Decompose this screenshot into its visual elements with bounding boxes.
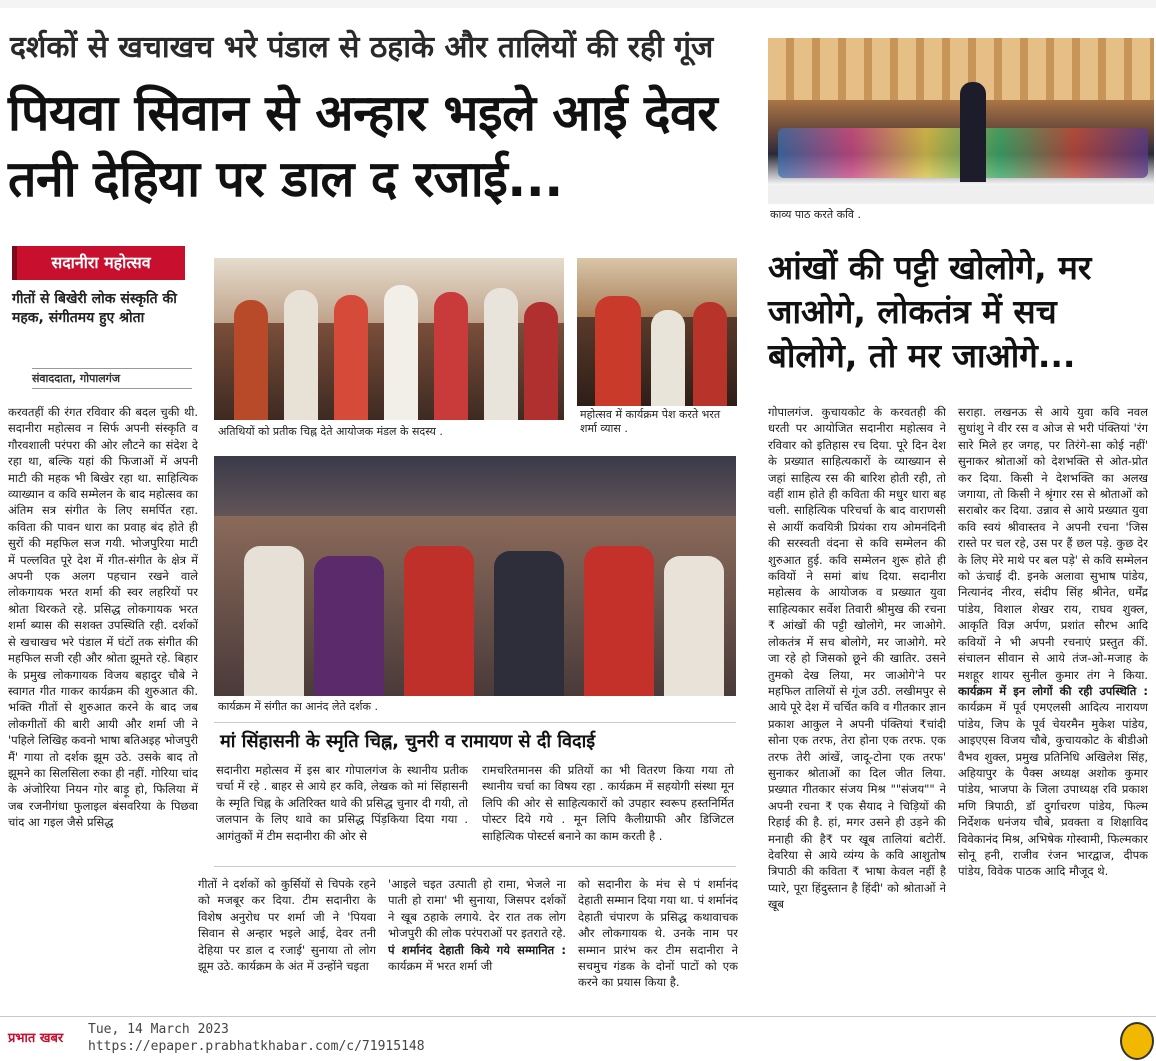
photo-singer-performing bbox=[577, 258, 737, 406]
top-photo-poets bbox=[768, 38, 1154, 204]
byline: संवाददाता, गोपालगंज bbox=[32, 368, 192, 389]
article-column-5: गोपालगंज. कुचायकोट के करवतही की धरती पर आयोजित सदानीरा महोत्सव ने रविवार को इतिहास रच दिया. पूरे दिन देश के प्रख्यात साहित्यकारों के व्याख्यान से जहां साहित्य रस की बारिश होती रही, तो वहीं शाम होते ही कविता की मधुर धारा बह चली. साहित्यिक परिचर्चा के बाद वाराणसी से आयीं कवयित्री प्रियंका राय ओमनंदिनी की सरस्वती वंदना से कवि सम्मेलन की शुरुआत हुई. कवि सम्मेलन शुरू होते ही कवियों ने समां बांध दिया. सदानीरा महोत्सव के आयोजक व प्रख्यात युवा साहित्यकार सर्वेश तिवारी श्रीमुख की रचना ₹ आंखों की पट्टी खोलोगे, मर जाओगे. लोकतंत्र में सच बोलोगे, मर जाओगे. मरे जा रहे हो जिसको छूने की खातिर. उसने तुमको देख लिया, मर जाओगे'ने पर महफिल तालियों से गूंज उठी. लखीमपुर से आये पूरे देश में चर्चित कवि व गीतकार ज्ञान प्रकाश आकुल ने अपनी पंक्तियां ₹चांदी सोना एक तरफ, तेरा होना एक तरफ. एक तरफ तेरी आंखें, जादू-टोना एक तरफ' सुनाकर श्रोताओं का दिल जीत लिया. प्रख्यात गीतकार संजय मिश्र ""संजय"" ने अपनी रचना ₹ एक सैयाद ने चिड़ियों की रिहाई की है. हां, मगर उसने ही उड़ने की मनाही की है₹ पर खूब तालियां बटोरीं. देवरिया से आये व्यंग्य के कवि आशुतोष त्रिपाठी की कविता ₹ भाषा केवल नहीं है प्यारे, पूरा हिंदुस्तान है हिंदी' को श्रोताओं ने खूब bbox=[768, 405, 946, 912]
publisher-logo: प्रभात खबर bbox=[8, 1031, 64, 1046]
footer-rule bbox=[0, 1016, 1156, 1017]
footer-date: Tue, 14 March 2023 bbox=[88, 1022, 229, 1037]
footer-url[interactable]: https://epaper.prabhatkhabar.com/c/71915148 bbox=[88, 1039, 425, 1054]
photo3-caption: कार्यक्रम में संगीत का आनंद लेते दर्शक . bbox=[218, 700, 378, 713]
article-column-6-text: सराहा. लखनऊ से आये युवा कवि नवल सुधांशु ने वीर रस व ओज से भरी पंक्तियां 'रंग सारे मिले हर जगह, पर तिरंगे-सा कोई नहीं' सुनाकर श्रोताओं को देशभक्ति से ओत-प्रोत कर दिया. किसी ने देशभक्ति का अलख जगाया, तो किसी ने श्रृंगार रस से श्रोताओं को सराबोर कर दिया. उन्नाव से आये प्रख्यात युवा कवि स्वयं श्रीवास्तव ने अपनी रचना 'जिस रास्ते पर चल रहे, उस पर हैं छल पड़े. कुछ देर के लिए मेरे माथे पर बल पड़े' से कवि सम्मेलन को ऊंचाई दी. इनके अलावा सुभाष पांडेय, नित्यानंद नीरव, संदीप सिंह श्रीनेत, धर्मेंद्र पांडेय, विशाल शेखर राय, राघव शुक्ल, आकृति विज्ञ अर्पण, प्रशांत सौरभ आदि कवियों ने भी अपनी रचनाएं प्रस्तुत कीं. संचालन सीवान से आये तंज-ओ-मजाह के मशहूर शायर सुनील कुमार तंग ने किया. bbox=[958, 405, 1148, 682]
photo-audience bbox=[214, 456, 736, 696]
article-column-3-tail: कार्यक्रम में भरत शर्मा जी bbox=[388, 959, 493, 974]
owl-icon bbox=[1120, 1022, 1154, 1060]
article-column-1: करवतहीं की रंगत रविवार की बदल चुकी थी. सदानीरा महोत्सव न सिर्फ अपनी संस्कृति व गौरवशाली परंपरा की ओर लौटने का संदेश दे रहा था, बल्कि यहां की फिजाओं में अपनी माटी की महक भी बिखेर रहा था. साहित्यिक व्याख्यान व कवि सम्मेलन के बाद महोत्सव का अंतिम सत्र संगीत के लिए समर्पित रहा. कविता की पावन धारा का प्रवाह बंद होते ही सुरों की महफिल सज गयी. भोजपुरिया माटी में पल्लवित पूरे देश में गीत-संगीत के क्षेत्र में अपनी एक अलग पहचान रखने वाले लोकगायक भरत शर्मा की स्वर लहरियों पर श्रोता थिरकते रहे. प्रसिद्ध लोकगायक भरत शर्मा ब्यास की सशक्त उपस्थिति रही. दर्शकों से खचाखच भरे पंडाल में घंटों तक संगीत की महफिल सजी रही और श्रोता झूमते रहे. बिहार के प्रमुख लोकगायक विजय बहादुर चौबे ने स्वागत गीत गाकर कार्यक्रम की शुरुआत की. भक्ति गीतों से शुरुआत करने के बाद जब लोकगीतों की बारी आयी और शर्मा जी ने 'पहिले लिखिह कवनो भाषा बतिअइह भोजपुरी मैं' गाया तो दर्शक झूम उठे. उसके बाद तो झूमने का सिलसिला रुका ही नहीं. गोरिया चांद के अंजोरिया नियन गोर बाड़ू हो, फिलिया में जब रजनीगंधा फुलाइल बंसवरिया के पिछवा चांद आ गइल जैसे प्रसिद्ध bbox=[8, 405, 198, 830]
top-strip bbox=[0, 0, 1156, 8]
article-column-6-tail: कार्यक्रम में पूर्व एमएलसी आदित्य नारायण पांडेय, जिप के पूर्व चेयरमैन मुकेश पांडेय, आइएएस विजय चौबे, कुचायकोट के बीडीओ वैभव शुक्ल, प्रमुख प्रतिनिधि अखिलेश सिंह, अहियापुर के पैक्स अध्यक्ष अशोक कुमार पांडेय, भाजपा के जिला उपाध्यक्ष रवि प्रकाश मणि त्रिपाठी, डॉ दुर्गाचरण पांडेय, फिल्म निर्देशक धनंजय चौबे, प्रवक्ता व शिक्षाविद विवेकानंद मिश्र, अभिषेक गोस्वामी, फिल्मकार सोनू हनी, राजीव रंजन भारद्वाज, दीपक पांडेय, विवेक पाठक आदि मौजूद थे. bbox=[958, 700, 1148, 879]
kicker: दर्शकों से खचाखच भरे पंडाल से ठहाके और तालियों की रही गूंज bbox=[10, 30, 714, 65]
article-column-3-subhead: पं शर्मानंद देहाती किये गये सम्मानित : bbox=[388, 942, 566, 957]
box-top-rule bbox=[214, 722, 736, 723]
box-headline: मां सिंहासनी के स्मृति चिह्न, चुनरी व रामायण से दी विदाई bbox=[220, 731, 596, 752]
section-badge: सदानीरा महोत्सव bbox=[12, 246, 185, 280]
headline: पियवा सिवान से अन्हार भइले आई देवर तनी देहिया पर डाल द रजाई... bbox=[8, 84, 718, 208]
subheadline: गीतों से बिखेरी लोक संस्कृति की महक, संगीतमय हुए श्रोता bbox=[12, 291, 177, 326]
article-column-6-subhead: कार्यक्रम में इन लोगों की रही उपस्थिति : bbox=[958, 683, 1148, 698]
article-column-2: गीतों ने दर्शकों को कुर्सियों से चिपके रहने को मजबूर कर दिया. टीम सदानीरा के विशेष अनुरोध पर शर्मा जी ने 'पियवा सिवान से अन्हार भइले आई, देवर तनी देहिया पर डाल द रजाई' सुनाया तो लोग झूम उठे. कार्यक्रम के अंत में उन्होंने चइता bbox=[198, 877, 376, 974]
side-headline: आंखों की पट्टी खोलोगे, मर जाओगे, लोकतंत्र में सच बोलोगे, तो मर जाओगे... bbox=[768, 248, 1092, 375]
photo-guests-felicitation bbox=[214, 258, 564, 420]
box-bottom-rule bbox=[214, 866, 736, 867]
article-column-3 bbox=[388, 876, 566, 1006]
article-column-3-text: 'आइले चइत उत्पाती हो रामा, भेजले ना पाती हो रामा' भी सुनाया, जिसपर दर्शकों ने खूब ठहाके लगाये. देर रात तक लोग भोजपुरी की लोक परंपराओं पर इतराते रहे. bbox=[388, 877, 566, 941]
article-column-6 bbox=[958, 404, 1148, 1004]
box-column-2: रामचरितमानस की प्रतियों का भी वितरण किया गया तो स्थानीय चर्चा का विषय रहा . कार्यक्रम में सहयोगी संस्था मून लिपि की ओर से साहित्यकारों को उपहार स्वरूप हस्तनिर्मित पोस्टर दिये गये . मून लिपि कैलीग्राफी और डिजिटल साहित्यिक पोस्टर्स बनाने का काम करती है . bbox=[482, 763, 734, 843]
article-column-4: को सदानीरा के मंच से पं शर्मानंद देहाती सम्मान दिया गया था. पं शर्मानंद देहाती चंपारण के प्रसिद्ध कथावाचक और लोकगायक थे. उनके नाम पर सम्मान प्रारंभ कर टीम सदानीरा ने सचमुच गंडक के दोनों पाटों को एक करने का प्रयास किया है. bbox=[578, 877, 738, 990]
photo2-caption: महोत्सव में कार्यक्रम पेश करते भरत शर्मा व्यास . bbox=[580, 408, 721, 435]
top-photo-caption: काव्य पाठ करते कवि . bbox=[770, 208, 862, 221]
photo1-caption: अतिथियों को प्रतीक चिह्न देते आयोजक मंडल के सदस्य . bbox=[218, 425, 443, 438]
box-column-1: सदानीरा महोत्सव में इस बार गोपालगंज के स्थानीय प्रतीक चर्चा में रहे . बाहर से आये हर कवि, लेखक को मां सिंहासनी के स्मृति चिह्न के अतिरिक्त थावे की प्रसिद्ध चुनार दी गयी, तो जलपान के लिए थावे का प्रसिद्ध पिंड़किया दिया गया . आगंतुकों में टीम सदानीरा की ओर से bbox=[216, 763, 468, 843]
